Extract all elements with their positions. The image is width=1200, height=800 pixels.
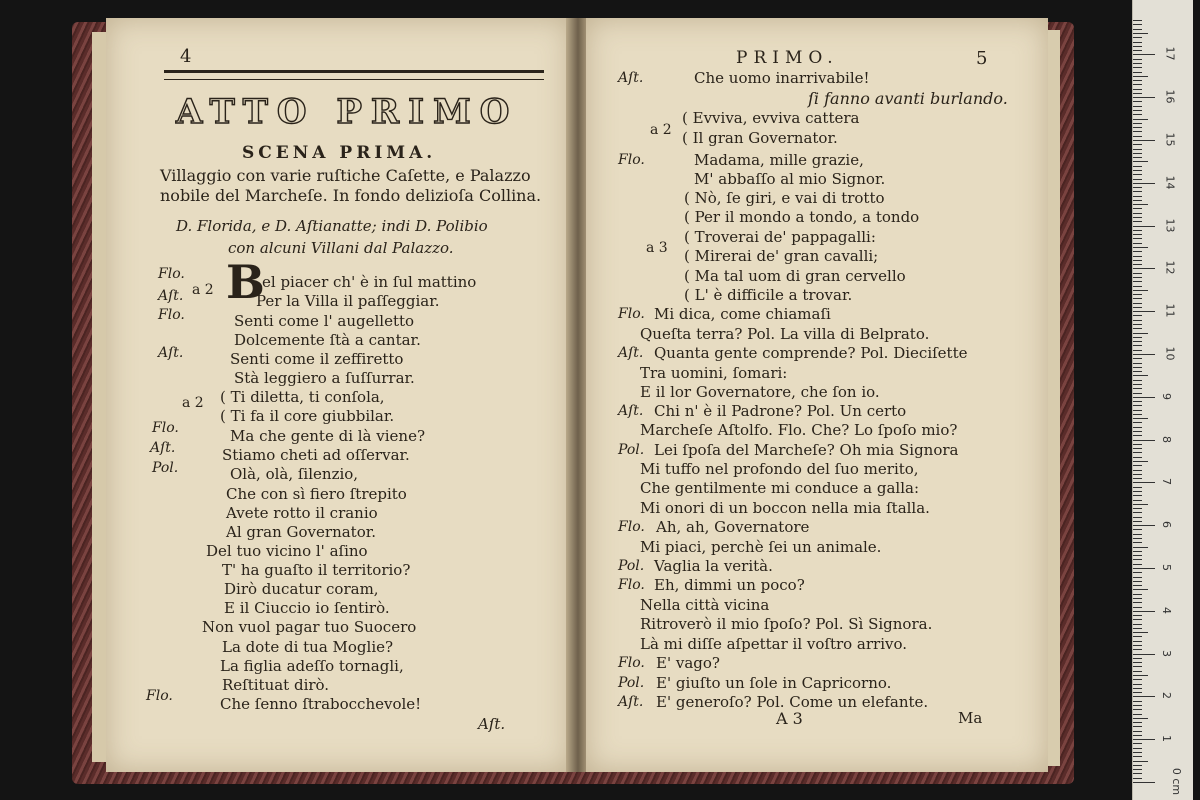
ruler-label: 13 [1163, 218, 1177, 233]
speaker-label: Aſt. [618, 70, 644, 86]
ruler-label: 2 [1160, 692, 1173, 700]
ruler-label: 3 [1160, 649, 1173, 657]
ruler-tick [1133, 542, 1142, 543]
ruler-tick [1133, 110, 1142, 111]
verse-line: Del tuo vicino l' aſino [206, 542, 368, 560]
verse-line: ( L' è difficile a trovar. [684, 286, 853, 304]
verse-line: Vaglia la verità. [654, 557, 773, 575]
verse-line: Che ſenno ſtrabocchevole! [220, 695, 422, 713]
ruler-tick [1133, 585, 1142, 586]
right-page-number: 5 [976, 48, 988, 69]
ruler-tick [1133, 495, 1142, 496]
ruler-tick [1133, 739, 1155, 740]
ruler-tick [1133, 84, 1142, 85]
ruler-tick [1133, 534, 1142, 535]
ruler-tick [1133, 722, 1142, 723]
ruler-tick [1133, 410, 1142, 411]
ruler-tick [1133, 666, 1142, 667]
verse-line: Per la Villa il paſſeggiar. [256, 292, 440, 310]
ruler-tick [1133, 247, 1148, 248]
verse-line: Eh, dimmi un poco? [654, 576, 805, 594]
verse-line: ſi fanno avanti burlando. [808, 89, 1008, 108]
ruler-tick [1133, 401, 1142, 402]
ruler-tick [1133, 769, 1142, 770]
verse-line: Reſtituat dirò. [222, 676, 330, 694]
verse-line: E il lor Governatore, che ſon io. [640, 383, 880, 401]
verse-line: Quanta gente comprende? Pol. Dieciſette [654, 344, 968, 362]
speaker-label: Aſt. [618, 694, 644, 710]
ruler-tick [1133, 457, 1142, 458]
ruler-tick [1133, 50, 1142, 51]
ruler-tick [1133, 632, 1148, 633]
ruler-tick [1133, 508, 1142, 509]
verse-line: Mi piaci, perchè ſei un animale. [640, 538, 882, 556]
ruler-tick [1133, 33, 1148, 34]
ruler-tick [1133, 427, 1142, 428]
ruler-tick [1133, 371, 1142, 372]
ruler-tick [1133, 127, 1142, 128]
running-head: PRIMO. [736, 48, 839, 68]
ruler-tick [1133, 363, 1142, 364]
ruler-tick [1133, 748, 1142, 749]
verse-line: Là mi diſſe aſpettar il voſtro arrivo. [640, 635, 908, 653]
ruler-tick [1133, 144, 1142, 145]
verse-line: Madama, mille grazie, [694, 151, 864, 169]
verse-line: Chi n' è il Padrone? Pol. Un certo [654, 402, 907, 420]
speaker-label: Pol. [618, 675, 645, 691]
ruler-tick [1133, 106, 1142, 107]
verse-line: ( Per il mondo a tondo, a tondo [684, 208, 920, 226]
ruler-tick [1133, 743, 1142, 744]
ruler-tick [1133, 281, 1142, 282]
ruler-tick [1133, 671, 1142, 672]
ruler-tick [1133, 183, 1155, 184]
ruler-tick [1133, 37, 1142, 38]
ruler-tick [1133, 277, 1142, 278]
speaker-label: Flo. [618, 306, 645, 322]
verse-line: Senti come il zeffiretto [230, 350, 404, 368]
ruler-tick [1133, 602, 1142, 603]
ruler-tick [1133, 735, 1142, 736]
verse-line: Ah, ah, Governatore [656, 518, 810, 536]
ruler-tick [1133, 59, 1142, 60]
ruler-tick [1133, 654, 1155, 655]
ruler-tick [1133, 153, 1142, 154]
verse-line: Stà leggiero a ſuſſurrar. [234, 369, 415, 387]
ruler-tick [1133, 628, 1142, 629]
ruler-tick [1133, 67, 1142, 68]
ruler-tick [1133, 470, 1142, 471]
ruler-tick [1133, 170, 1142, 171]
ensemble-mark: a 2 [182, 395, 204, 411]
ruler-tick [1133, 440, 1155, 441]
ruler-tick [1133, 636, 1142, 637]
ruler-tick [1133, 615, 1142, 616]
characters-line: con alcuni Villani dal Palazzo. [228, 239, 454, 257]
ruler-tick [1133, 375, 1148, 376]
ruler-tick [1133, 662, 1142, 663]
ruler-tick [1133, 324, 1142, 325]
ruler-tick [1133, 756, 1142, 757]
ruler-tick [1133, 140, 1155, 141]
ruler-tick [1133, 200, 1142, 201]
ruler-tick [1133, 264, 1142, 265]
verse-line: Nella città vicina [640, 596, 770, 614]
verse-line: E' generoſo? Pol. Come un elefante. [656, 693, 929, 711]
ruler-tick [1133, 624, 1142, 625]
ruler-tick [1133, 54, 1155, 55]
verse-line: E' vago? [656, 654, 720, 672]
ruler-tick [1133, 136, 1142, 137]
verse-line: Che uomo inarrivabile! [694, 69, 870, 87]
ruler-tick [1133, 696, 1155, 697]
ruler-tick [1133, 645, 1142, 646]
ruler-tick [1133, 166, 1142, 167]
speaker-label: Aſt. [158, 345, 184, 361]
verse-line: ( Il gran Governator. [682, 129, 838, 147]
ruler-tick [1133, 611, 1155, 612]
ruler-label: 15 [1163, 132, 1177, 147]
ruler-tick [1133, 679, 1142, 680]
ruler-tick [1133, 388, 1142, 389]
ruler-tick [1133, 63, 1142, 64]
ruler-tick [1133, 452, 1142, 453]
ruler-tick [1133, 29, 1142, 30]
ruler-tick [1133, 230, 1142, 231]
ruler-tick [1133, 208, 1142, 209]
ruler-tick [1133, 692, 1142, 693]
ruler-tick [1133, 726, 1142, 727]
ruler-tick [1133, 765, 1142, 766]
ruler-tick [1133, 243, 1142, 244]
ruler-tick [1133, 119, 1148, 120]
ruler-tick [1133, 179, 1142, 180]
ruler-tick [1133, 551, 1142, 552]
speaker-label: Pol. [618, 558, 645, 574]
verse-line: Mi tuffo nel profondo del ſuo merito, [640, 460, 919, 478]
ruler-tick [1133, 478, 1142, 479]
speaker-label: Flo. [618, 152, 645, 168]
ruler-tick [1133, 675, 1148, 676]
ruler-tick [1133, 465, 1142, 466]
ruler-label: 7 [1160, 478, 1173, 486]
verse-line: La dote di tua Moglie? [222, 638, 394, 656]
verse-line: ( Troverai de' pappagalli: [684, 228, 876, 246]
ruler-tick [1133, 345, 1142, 346]
ruler-tick [1133, 782, 1155, 783]
verse-line: Che con sì fiero ſtrepito [226, 485, 407, 503]
speaker-label: Pol. [152, 460, 179, 476]
ensemble-mark: a 2 [650, 122, 672, 138]
verse-line: ( Evviva, evviva cattera [682, 109, 860, 127]
ruler-tick [1133, 607, 1142, 608]
ruler-tick [1133, 72, 1142, 73]
verse-line: Olà, olà, ſilenzio, [230, 465, 359, 483]
verse-line: ( Ti diletta, ti conſola, [220, 388, 385, 406]
ruler-tick [1133, 196, 1142, 197]
ruler-tick [1133, 517, 1142, 518]
ruler-tick [1133, 290, 1148, 291]
ruler-tick [1133, 512, 1142, 513]
ruler-tick [1133, 705, 1142, 706]
verse-line: Tra uomini, ſomari: [640, 364, 788, 382]
ruler-tick [1133, 354, 1155, 355]
ruler-tick [1133, 577, 1142, 578]
speaker-label: Aſt. [158, 288, 184, 304]
ruler-tick [1133, 448, 1142, 449]
verse-line: E' giuſto un ſole in Capricorno. [656, 674, 892, 692]
ruler-tick [1133, 307, 1142, 308]
verse-line: T' ha guaſto il territorio? [222, 561, 411, 579]
ruler-tick [1133, 268, 1155, 269]
ruler-tick [1133, 256, 1142, 257]
ruler-tick [1133, 204, 1148, 205]
ensemble-mark: a 3 [646, 240, 668, 256]
ruler-tick [1133, 529, 1142, 530]
ruler-tick [1133, 572, 1142, 573]
verse-line: Ritroverò il mio ſpoſo? Pol. Sì Signora. [640, 615, 933, 633]
ruler-tick [1133, 226, 1155, 227]
ruler-tick [1133, 547, 1148, 548]
speaker-label: Aſt. [618, 403, 644, 419]
ruler-tick [1133, 761, 1148, 762]
ruler-label: 1 [1160, 735, 1173, 743]
verse-line: E il Ciuccio io ſentirò. [224, 599, 390, 617]
ruler-tick [1133, 487, 1142, 488]
ruler-tick [1133, 504, 1148, 505]
ruler-tick [1133, 773, 1142, 774]
ruler-tick [1133, 350, 1142, 351]
verse-line: Non vuol pagar tuo Suocero [202, 618, 417, 636]
ruler-tick [1133, 191, 1142, 192]
ruler-label: 6 [1160, 521, 1173, 529]
ruler-tick [1133, 273, 1142, 274]
speaker-label: Pol. [618, 442, 645, 458]
verse-line: Dirò ducatur coram, [224, 580, 379, 598]
verse-line: ( Ti fa il core giubbilar. [220, 407, 395, 425]
ruler-label: 17 [1163, 46, 1177, 61]
ruler-tick [1133, 718, 1148, 719]
ruler-tick [1133, 521, 1142, 522]
signature-mark: A 3 [776, 709, 803, 728]
ruler-label: 4 [1160, 606, 1173, 614]
ruler-tick [1133, 89, 1142, 90]
ruler-tick [1133, 46, 1142, 47]
ruler-tick [1133, 260, 1142, 261]
ruler-label: 8 [1160, 435, 1173, 443]
ruler-tick [1133, 337, 1142, 338]
ruler-tick [1133, 414, 1142, 415]
ruler-tick [1133, 213, 1142, 214]
setting-line: nobile del Marcheſe. In fondo delizioſa Collina. [160, 186, 542, 205]
ruler-tick [1133, 581, 1142, 582]
ruler-label: 0 cm [1170, 767, 1184, 796]
ruler-tick [1133, 303, 1142, 304]
measurement-ruler [1132, 0, 1193, 800]
act-title: ATTO PRIMO [176, 92, 519, 132]
ruler-tick [1133, 688, 1142, 689]
ruler-tick [1133, 298, 1142, 299]
ruler-tick [1133, 161, 1148, 162]
speaker-label: Aſt. [618, 345, 644, 361]
ruler-label: 12 [1163, 260, 1177, 275]
ruler-tick [1133, 76, 1148, 77]
ruler-tick [1133, 589, 1148, 590]
ruler-tick [1133, 311, 1155, 312]
verse-line: M' abbaſſo al mio Signor. [694, 170, 886, 188]
ruler-label: 14 [1163, 175, 1177, 190]
ruler-tick [1133, 641, 1142, 642]
ruler-tick [1133, 157, 1142, 158]
ruler-tick [1133, 500, 1142, 501]
characters-line: D. Florida, e D. Aſtianatte; indi D. Polibio [176, 217, 488, 235]
ruler-label: 9 [1160, 392, 1173, 400]
ruler-tick [1133, 221, 1142, 222]
ruler-tick [1133, 752, 1142, 753]
ruler-tick [1133, 461, 1148, 462]
ruler-tick [1133, 114, 1142, 115]
ruler-tick [1133, 555, 1142, 556]
verse-line: el piacer ch' è in ſul mattino [262, 273, 477, 291]
ruler-tick [1133, 418, 1148, 419]
ruler-tick [1133, 320, 1142, 321]
ruler-tick [1133, 684, 1142, 685]
ruler-tick [1133, 405, 1142, 406]
ruler-tick [1133, 251, 1142, 252]
verse-line: ( Nò, ſe giri, e vai di trotto [684, 189, 885, 207]
verse-line: Mi onori di un boccon nella mia ſtalla. [640, 499, 930, 517]
ruler-tick [1133, 422, 1142, 423]
ruler-tick [1133, 619, 1142, 620]
ruler-tick [1133, 286, 1142, 287]
ensemble-mark: a 2 [192, 282, 214, 298]
ruler-tick [1133, 709, 1142, 710]
ruler-tick [1133, 525, 1155, 526]
ruler-tick [1133, 333, 1148, 334]
ruler-label: 5 [1160, 564, 1173, 571]
speaker-label: Aſt. [150, 440, 176, 456]
scene-title: SCENA PRIMA. [242, 143, 437, 163]
ruler-tick [1133, 444, 1142, 445]
ruler-tick [1133, 93, 1142, 94]
drop-cap: B [226, 255, 265, 309]
ruler-tick [1133, 294, 1142, 295]
right-catchword: Ma [958, 709, 983, 727]
ruler-tick [1133, 187, 1142, 188]
ruler-tick [1133, 482, 1155, 483]
ruler-tick [1133, 234, 1142, 235]
ruler-tick [1133, 538, 1142, 539]
ruler-label: 11 [1163, 303, 1177, 318]
ruler-tick [1133, 384, 1142, 385]
ruler-tick [1133, 658, 1142, 659]
ruler-label: 10 [1163, 346, 1177, 361]
ruler-tick [1133, 474, 1142, 475]
verse-line: ( Ma tal uom di gran cervello [684, 267, 906, 285]
ruler-tick [1133, 24, 1142, 25]
ruler-tick [1133, 491, 1142, 492]
ruler-tick [1133, 568, 1155, 569]
verse-line: Stiamo cheti ad oſſervar. [222, 446, 410, 464]
verse-line: Lei ſpoſa del Marcheſe? Oh mia Signora [654, 441, 959, 459]
ruler-tick [1133, 341, 1142, 342]
ruler-tick [1133, 435, 1142, 436]
ruler-tick [1133, 42, 1142, 43]
verse-line: Marcheſe Aſtolfo. Flo. Che? Lo ſpoſo mio? [640, 421, 958, 439]
verse-line: Senti come l' augelletto [234, 312, 415, 330]
verse-line: Mi dica, come chiamaſi [654, 305, 831, 323]
ruler-tick [1133, 559, 1142, 560]
ruler-label: 16 [1163, 89, 1177, 104]
ruler-tick [1133, 238, 1142, 239]
ruler-tick [1133, 594, 1142, 595]
verse-line: Che gentilmente mi conduce a galla: [640, 479, 920, 497]
verse-line: Al gran Governator. [226, 523, 377, 541]
ruler-tick [1133, 97, 1155, 98]
verse-line: La figlia adeſſo tornagli, [220, 657, 404, 675]
ruler-tick [1133, 217, 1142, 218]
ruler-tick [1133, 701, 1142, 702]
ruler-tick [1133, 174, 1142, 175]
ruler-tick [1133, 123, 1142, 124]
page-edges-right [1046, 30, 1060, 766]
speaker-label: Flo. [152, 420, 179, 436]
setting-line: Villaggio con varie ruſtiche Caſette, e Palazzo [160, 166, 531, 185]
ruler-tick [1133, 358, 1142, 359]
ruler-tick [1133, 397, 1155, 398]
ruler-tick [1133, 315, 1142, 316]
verse-line: Dolcemente ſtà a cantar. [234, 331, 421, 349]
ruler-tick [1133, 714, 1142, 715]
ruler-tick [1133, 20, 1142, 21]
left-catchword: Aſt. [478, 715, 506, 733]
speaker-label: Flo. [618, 655, 645, 671]
header-rule [164, 70, 544, 80]
ruler-tick [1133, 101, 1142, 102]
ruler-tick [1133, 731, 1142, 732]
speaker-label: Flo. [158, 307, 185, 323]
verse-line: ( Mirerai de' gran cavalli; [684, 247, 879, 265]
ruler-tick [1133, 149, 1142, 150]
verse-line: Queſta terra? Pol. La villa di Belprato. [640, 325, 930, 343]
ruler-tick [1133, 778, 1142, 779]
ruler-tick [1133, 380, 1142, 381]
ruler-tick [1133, 564, 1142, 565]
speaker-label: Flo. [146, 688, 173, 704]
ruler-tick [1133, 328, 1142, 329]
ruler-tick [1133, 131, 1142, 132]
verse-line: Avete rotto il cranio [226, 504, 378, 522]
ruler-tick [1133, 393, 1142, 394]
verse-line: Ma che gente di là viene? [230, 427, 425, 445]
ruler-tick [1133, 649, 1142, 650]
left-page-number: 4 [180, 46, 192, 67]
ruler-tick [1133, 80, 1142, 81]
speaker-label: Flo. [158, 266, 185, 282]
speaker-label: Flo. [618, 577, 645, 593]
ruler-tick [1133, 598, 1142, 599]
speaker-label: Flo. [618, 519, 645, 535]
ruler-tick [1133, 431, 1142, 432]
ruler-tick [1133, 367, 1142, 368]
